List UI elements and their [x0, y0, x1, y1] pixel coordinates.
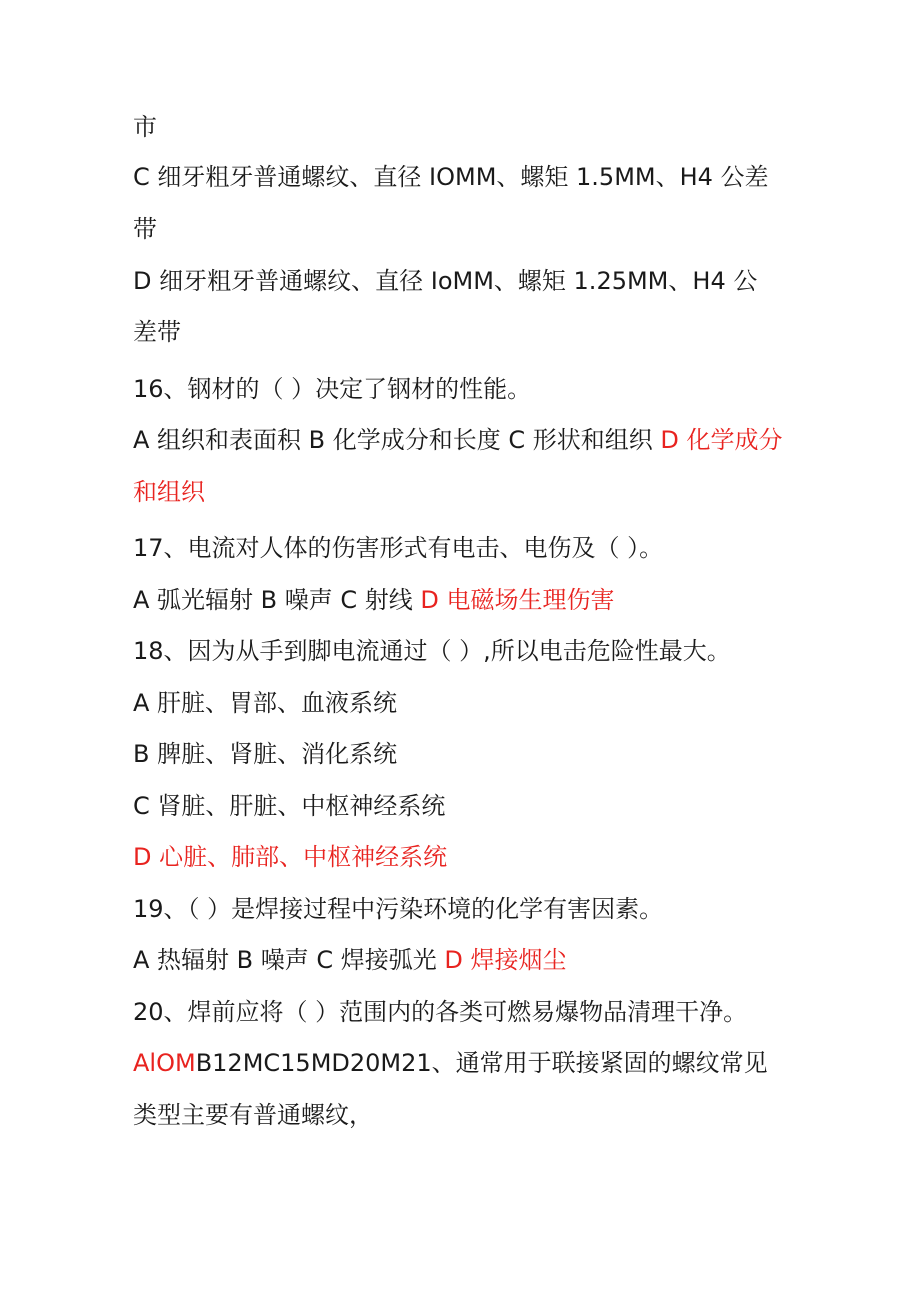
line-text: C 细牙粗牙普通螺纹、直径 IOMM、螺矩 1.5MM、H4 公差	[133, 163, 769, 191]
options-q16-continuation	[133, 477, 205, 507]
line-text: 16、钢材的（ ）决定了钢材的性能。	[133, 375, 532, 403]
option-c-q18	[133, 791, 445, 821]
correct-answer: D 焊接烟尘	[444, 946, 567, 974]
line-text: A 肝脏、胃部、血液系统	[133, 689, 398, 717]
question-20	[133, 997, 747, 1027]
line-text: A 弧光辐射 B 噪声 C 射线	[133, 586, 421, 614]
line-text: 17、电流对人体的伤害形式有电击、电伤及（ ）。	[133, 534, 664, 562]
question-18	[133, 636, 731, 666]
option-c-q15	[133, 162, 769, 192]
line-text: 19、（ ）是焊接过程中污染环境的化学有害因素。	[133, 895, 664, 923]
line-text: 类型主要有普通螺纹，	[133, 1101, 373, 1129]
line-text: 18、因为从手到脚电流通过（ ）,所以电击危险性最大。	[133, 637, 731, 665]
question-17	[133, 533, 663, 563]
line-text: A 组织和表面积 B 化学成分和长度 C 形状和组织	[133, 426, 661, 454]
correct-answer: AlOM	[133, 1049, 196, 1077]
option-d-q15	[133, 266, 757, 296]
option-c-q15-continuation	[133, 214, 157, 244]
line-text: B 脾脏、肾脏、消化系统	[133, 740, 398, 768]
line-text: 带	[133, 215, 157, 243]
question-21-continuation	[133, 1100, 373, 1130]
line-text: C 肾脏、肝脏、中枢神经系统	[133, 792, 446, 820]
line-text: 20、焊前应将（ ）范围内的各类可燃易爆物品清理干净。	[133, 998, 748, 1026]
text-line-continuation-1	[133, 112, 157, 142]
correct-answer: D 心脏、肺部、中枢神经系统	[133, 843, 448, 871]
line-text: 市	[133, 113, 157, 141]
option-b-q18	[133, 739, 397, 769]
options-q16	[133, 425, 783, 455]
line-text: 差带	[133, 318, 181, 346]
correct-answer: D 电磁场生理伤害	[420, 586, 615, 614]
correct-answer: D 化学成分	[660, 426, 783, 454]
options-q19	[133, 945, 567, 975]
options-q20-and-question-21	[133, 1048, 768, 1078]
option-d-q18	[133, 842, 447, 872]
correct-answer: 和组织	[133, 478, 205, 506]
options-q17	[133, 585, 615, 615]
line-text: D 细牙粗牙普通螺纹、直径 IoMM、螺矩 1.25MM、H4 公	[133, 267, 758, 295]
option-d-q15-continuation	[133, 317, 181, 347]
option-a-q18	[133, 688, 397, 718]
question-19	[133, 894, 663, 924]
question-16	[133, 374, 531, 404]
line-text: A 热辐射 B 噪声 C 焊接弧光	[133, 946, 445, 974]
line-text: B12MC15MD20M21、通常用于联接紧固的螺纹常见	[195, 1049, 768, 1077]
